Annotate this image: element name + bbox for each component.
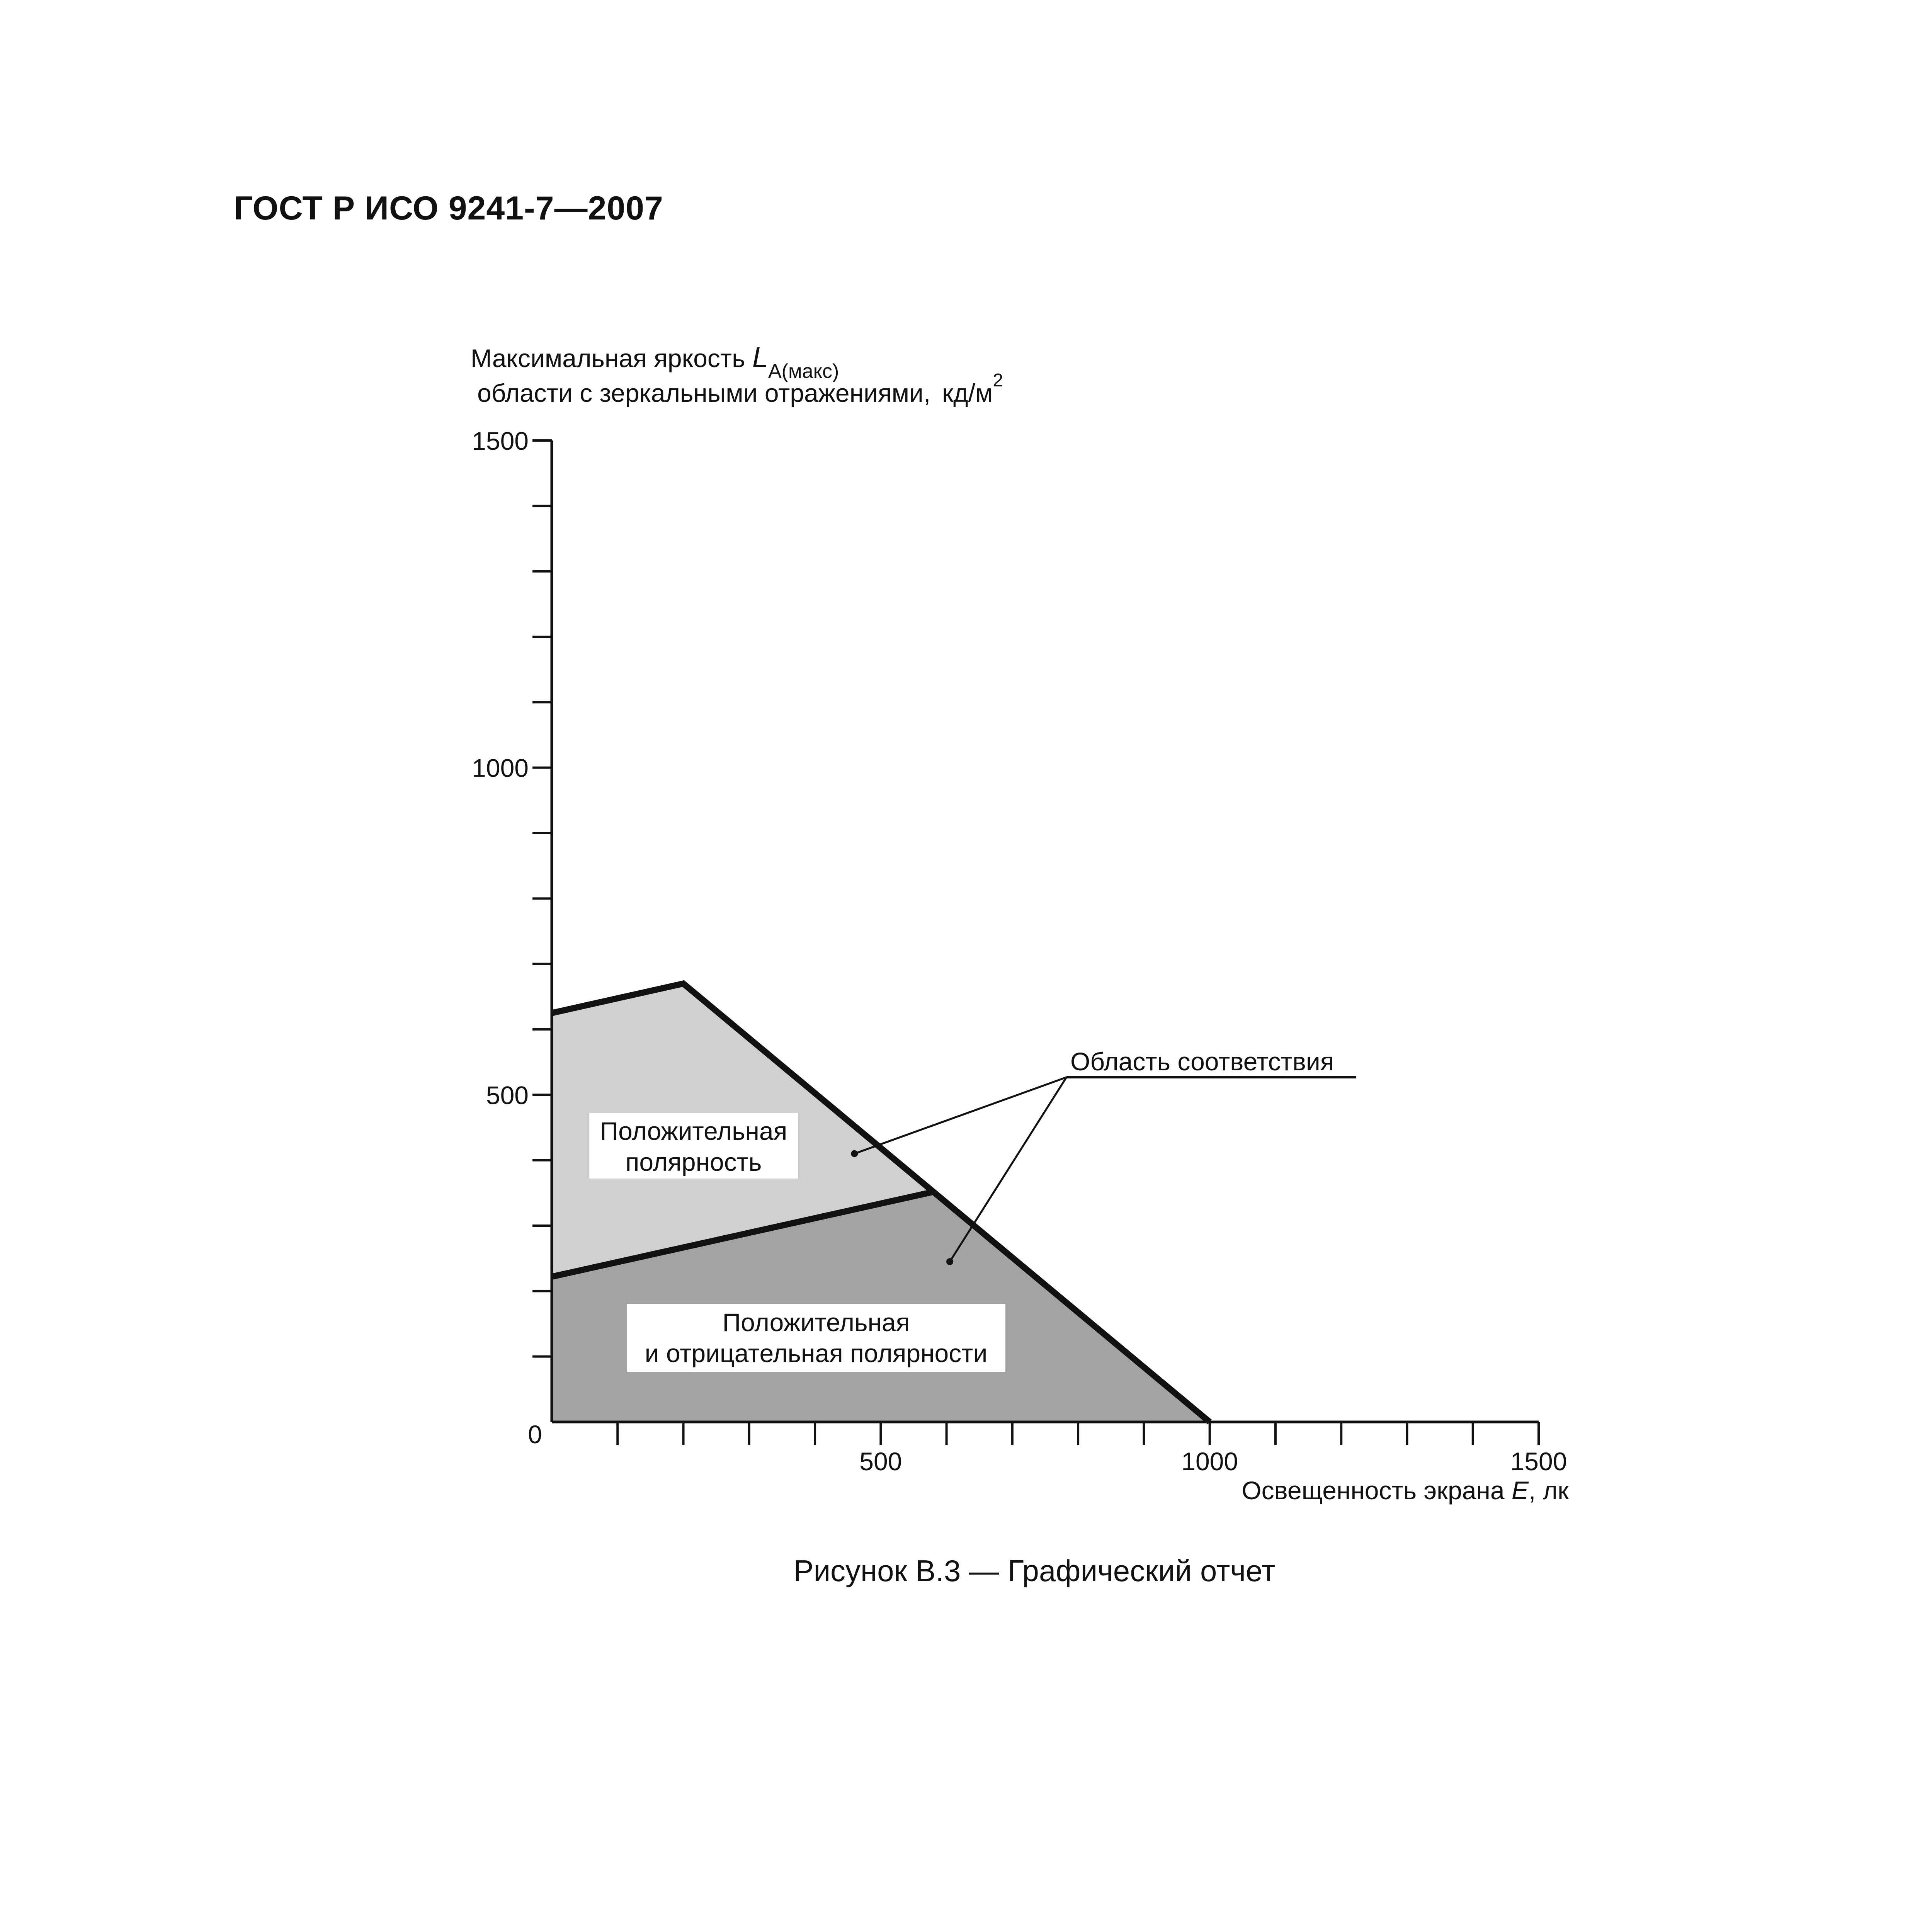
annotation-point-2 [946,1258,953,1265]
x-axis-label [1242,1476,1569,1505]
y-axis-label-subscript: A(макс) [768,360,839,383]
y-axis-label-line2-text: области с зеркальными отражениями, [477,379,931,407]
x-axis-label-prefix: Освещенность экрана [1242,1476,1512,1505]
region-2-label-line: и отрицательная полярности [645,1339,988,1367]
region-2-label-line: Положительная [722,1308,910,1337]
y-axis-unit-base: кд/м [942,379,993,407]
y-tick-label: 500 [486,1081,529,1110]
annotation-point-1 [851,1150,858,1157]
y-axis-label-line2 [477,370,1003,407]
document-header: ГОСТ Р ИСО 9241-7—2007 [234,190,663,227]
x-tick-label: 1500 [1510,1447,1567,1476]
x-tick-label: 0 [528,1420,542,1449]
annotation-label: Область соответствия [1070,1047,1334,1076]
y-axis-label-symbol: L [752,341,768,373]
y-axis-label-prefix: Максимальная яркость [471,344,752,372]
region-1-label-line: Положительная [600,1117,787,1145]
x-axis-label-suffix: , лк [1528,1476,1569,1505]
annotation-leader-1 [854,1077,1066,1154]
y-tick-label: 1000 [472,753,529,782]
x-axis-label-symbol: E [1511,1476,1529,1505]
region-1-label-line: полярность [625,1148,762,1176]
annotation-leader-2 [950,1077,1066,1262]
x-tick-label: 1000 [1181,1447,1238,1476]
y-axis-label-line1 [471,341,839,383]
x-tick-label: 500 [859,1447,902,1476]
y-axis-unit-exp: 2 [993,370,1003,391]
figure-caption: Рисунок В.3 — Графический отчет [793,1554,1276,1588]
y-tick-label: 1500 [472,427,529,455]
